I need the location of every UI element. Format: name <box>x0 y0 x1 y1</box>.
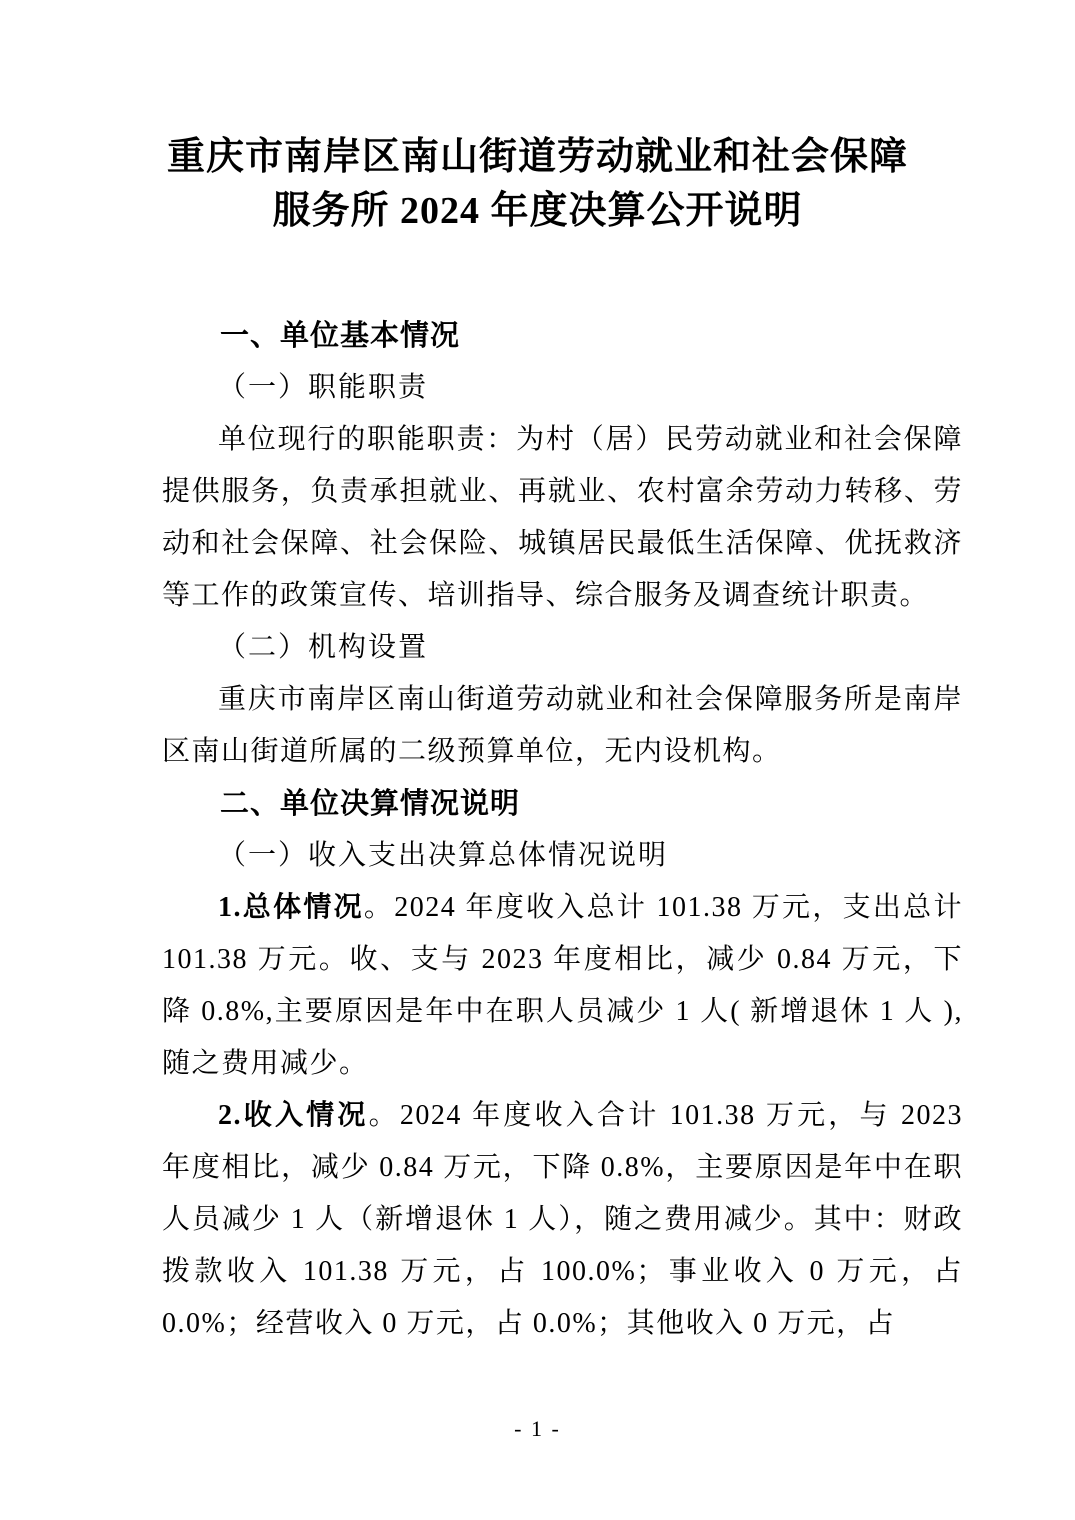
doc-title <box>0 0 1075 238</box>
income-situation-paragraph <box>162 1090 963 1350</box>
section-2-heading: 二、单位决算情况说明 <box>220 788 521 820</box>
page-number: - 1 - <box>514 1416 561 1441</box>
doc-title-line-1: 重庆市南岸区南山街道劳动就业和社会保障 <box>166 136 908 178</box>
section-1-sub-2-paragraph: 重庆市南岸区南山街道劳动就业和社会保障服务所是南岸区南山街道所属的二级预算单位，无内设机构。 <box>162 684 963 767</box>
section-1-sub-1-paragraph: 单位现行的职能职责：为村（居）民劳动就业和社会保障提供服务，负责承担就业、再就业、农村富余劳动力转移、劳动和社会保障、社会保险、城镇居民最低生活保障、优抚救济等工作的政策宣传、培训指导、综合服务及调查统计职责。 <box>162 424 963 611</box>
income-situation-text: 。2024 年度收入合计 101.38 万元，与 2023 年度相比，减少 0.84 万元，下降 0.8%，主要原因是年中在职人员减少 1 人（新增退休 1 人），随之费用减少。其中：财政拨款收入 101.38 万元，占 100.0%；事业收入 0 万元，占 0.0%；经营收入 0 万元，占 0.0%；其他收入 0 万元，占 <box>162 1100 963 1339</box>
section-2-sub-1-heading: （一）收入支出决算总体情况说明 <box>218 840 669 871</box>
overall-situation-lead: 1.总体情况 <box>218 892 364 923</box>
section-1-heading: 一、单位基本情况 <box>220 320 461 352</box>
doc-title-line-2: 服务所 2024 年度决算公开说明 <box>272 190 803 232</box>
section-1-sub-1-heading: （一）职能职责 <box>218 372 429 403</box>
doc-body <box>0 310 1075 1350</box>
overall-situation-text: 。2024 年度收入总计 101.38 万元，支出总计 101.38 万元。收、支与 2023 年度相比，减少 0.84 万元，下降 0.8%,主要原因是年中在职人员减少 1 人( 新增退休 1 人 ),随之费用减少。 <box>162 892 963 1079</box>
overall-situation-paragraph <box>162 882 963 1090</box>
income-situation-lead: 2.收入情况 <box>218 1100 369 1131</box>
section-1-sub-2-heading: （二）机构设置 <box>218 632 429 663</box>
